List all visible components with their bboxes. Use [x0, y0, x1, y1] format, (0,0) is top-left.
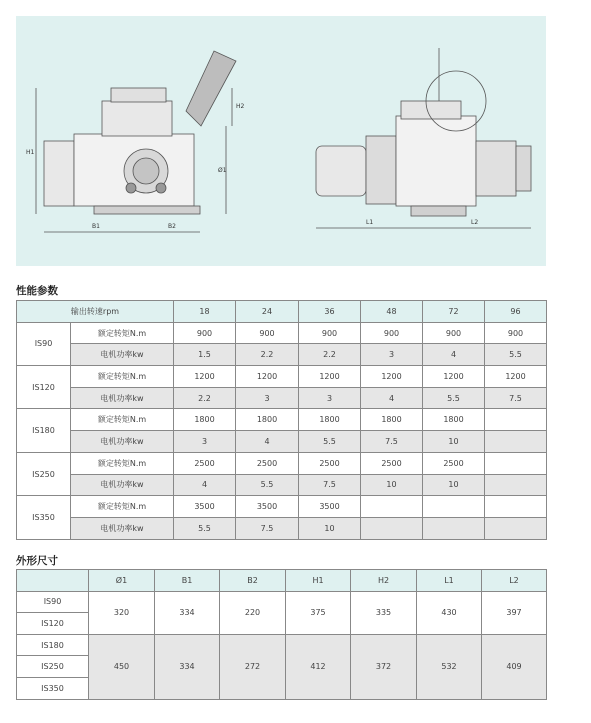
- model-cell: IS120: [17, 366, 71, 409]
- actuator-schematic: [16, 16, 546, 266]
- torque-cell: 1200: [174, 366, 236, 388]
- dim-label-l2: L2: [471, 219, 479, 226]
- torque-cell: 900: [236, 322, 299, 344]
- torque-cell: [485, 409, 547, 431]
- performance-table: [16, 300, 547, 540]
- power-cell: 10: [299, 517, 361, 539]
- dim-label-h2: H2: [236, 103, 245, 110]
- torque-label: 额定转矩N.m: [71, 496, 174, 518]
- power-cell: 7.5: [299, 474, 361, 496]
- power-row: [17, 431, 547, 453]
- power-label: 电机功率kw: [71, 387, 174, 409]
- torque-cell: 1800: [236, 409, 299, 431]
- torque-cell: 1200: [361, 366, 423, 388]
- model-cell: IS250: [17, 452, 71, 495]
- torque-cell: 900: [361, 322, 423, 344]
- power-label: 电机功率kw: [71, 431, 174, 453]
- power-cell: 5.5: [174, 517, 236, 539]
- torque-row: [17, 496, 547, 518]
- dim-header: L2: [482, 570, 547, 592]
- torque-cell: 2500: [174, 452, 236, 474]
- torque-cell: 900: [485, 322, 547, 344]
- dim-label-o1: Ø1: [218, 167, 227, 174]
- torque-cell: [485, 452, 547, 474]
- torque-row: [17, 322, 547, 344]
- torque-cell: 3500: [174, 496, 236, 518]
- torque-cell: 1800: [423, 409, 485, 431]
- dim-header: B1: [155, 570, 220, 592]
- model-cell: IS250: [17, 656, 89, 678]
- power-cell: [485, 431, 547, 453]
- power-cell: 4: [236, 431, 299, 453]
- power-row: [17, 474, 547, 496]
- dimensions-header-blank: [17, 570, 89, 592]
- torque-cell: [423, 496, 485, 518]
- dimension-cell: 412: [286, 634, 351, 699]
- power-cell: 7.5: [485, 387, 547, 409]
- dim-header: H2: [351, 570, 417, 592]
- dimension-cell: 430: [417, 591, 482, 634]
- power-cell: 10: [361, 474, 423, 496]
- power-cell: 2.2: [174, 387, 236, 409]
- power-cell: 3: [236, 387, 299, 409]
- torque-cell: 2500: [299, 452, 361, 474]
- torque-cell: 1200: [299, 366, 361, 388]
- torque-cell: 1800: [361, 409, 423, 431]
- torque-label: 额定转矩N.m: [71, 452, 174, 474]
- power-label: 电机功率kw: [71, 344, 174, 366]
- dim-header: Ø1: [89, 570, 155, 592]
- speed-header: 96: [485, 301, 547, 323]
- torque-row: [17, 366, 547, 388]
- power-row: [17, 517, 547, 539]
- power-cell: 5.5: [423, 387, 485, 409]
- model-cell: IS180: [17, 409, 71, 452]
- power-cell: 5.5: [485, 344, 547, 366]
- power-cell: 2.2: [236, 344, 299, 366]
- dimension-cell: 334: [155, 634, 220, 699]
- power-cell: 3: [361, 344, 423, 366]
- power-cell: 10: [423, 431, 485, 453]
- dim-label-l1: L1: [366, 219, 374, 226]
- performance-header-row: [17, 301, 547, 323]
- torque-label: 额定转矩N.m: [71, 322, 174, 344]
- power-cell: 1.5: [174, 344, 236, 366]
- dim-header: H1: [286, 570, 351, 592]
- power-cell: 10: [423, 474, 485, 496]
- model-cell: IS180: [17, 634, 89, 656]
- torque-cell: 1800: [299, 409, 361, 431]
- speed-header: 36: [299, 301, 361, 323]
- speed-header-label: 输出转速rpm: [17, 301, 174, 323]
- dimension-cell: 372: [351, 634, 417, 699]
- power-cell: 7.5: [236, 517, 299, 539]
- speed-header: 72: [423, 301, 485, 323]
- speed-header: 18: [174, 301, 236, 323]
- power-cell: 5.5: [236, 474, 299, 496]
- model-cell: IS120: [17, 613, 89, 635]
- dimension-cell: 334: [155, 591, 220, 634]
- torque-cell: [485, 496, 547, 518]
- model-cell: IS90: [17, 322, 71, 365]
- power-cell: 4: [361, 387, 423, 409]
- torque-cell: 2500: [236, 452, 299, 474]
- power-label: 电机功率kw: [71, 474, 174, 496]
- power-row: [17, 344, 547, 366]
- model-cell: IS350: [17, 496, 71, 539]
- dimensions-table: [16, 569, 547, 700]
- dim-label-b1: B1: [92, 223, 100, 230]
- dimension-row: [17, 634, 547, 656]
- torque-cell: 3500: [236, 496, 299, 518]
- torque-cell: 1200: [236, 366, 299, 388]
- speed-header: 24: [236, 301, 299, 323]
- torque-cell: 1200: [485, 366, 547, 388]
- dimension-cell: 450: [89, 634, 155, 699]
- dimension-cell: 272: [220, 634, 286, 699]
- dim-label-h1: H1: [26, 149, 35, 156]
- actuator-drawing: [16, 16, 546, 266]
- power-cell: [423, 517, 485, 539]
- power-cell: [361, 517, 423, 539]
- model-cell: IS90: [17, 591, 89, 613]
- torque-cell: 2500: [361, 452, 423, 474]
- dimensions-header-row: [17, 570, 547, 592]
- torque-label: 额定转矩N.m: [71, 409, 174, 431]
- dim-header: L1: [417, 570, 482, 592]
- dimension-cell: 409: [482, 634, 547, 699]
- power-cell: 7.5: [361, 431, 423, 453]
- torque-label: 额定转矩N.m: [71, 366, 174, 388]
- model-cell: IS350: [17, 677, 89, 699]
- torque-cell: 900: [423, 322, 485, 344]
- torque-cell: 2500: [423, 452, 485, 474]
- dimension-row: [17, 591, 547, 613]
- torque-cell: [361, 496, 423, 518]
- torque-row: [17, 452, 547, 474]
- torque-cell: 1800: [174, 409, 236, 431]
- torque-cell: 900: [299, 322, 361, 344]
- power-cell: [485, 517, 547, 539]
- power-cell: 4: [174, 474, 236, 496]
- torque-cell: 3500: [299, 496, 361, 518]
- power-cell: 2.2: [299, 344, 361, 366]
- torque-row: [17, 409, 547, 431]
- dimension-cell: 335: [351, 591, 417, 634]
- torque-cell: 1200: [423, 366, 485, 388]
- power-cell: 3: [299, 387, 361, 409]
- power-cell: 5.5: [299, 431, 361, 453]
- torque-cell: 900: [174, 322, 236, 344]
- dimensions-title: 外形尺寸: [16, 555, 58, 567]
- dim-label-b2: B2: [168, 223, 176, 230]
- dimension-cell: 320: [89, 591, 155, 634]
- power-cell: 4: [423, 344, 485, 366]
- dimension-cell: 532: [417, 634, 482, 699]
- power-label: 电机功率kw: [71, 517, 174, 539]
- power-cell: [485, 474, 547, 496]
- dimension-cell: 375: [286, 591, 351, 634]
- dimension-cell: 397: [482, 591, 547, 634]
- speed-header: 48: [361, 301, 423, 323]
- power-row: [17, 387, 547, 409]
- dim-header: B2: [220, 570, 286, 592]
- power-cell: 3: [174, 431, 236, 453]
- performance-title: 性能参数: [16, 285, 58, 297]
- dimension-cell: 220: [220, 591, 286, 634]
